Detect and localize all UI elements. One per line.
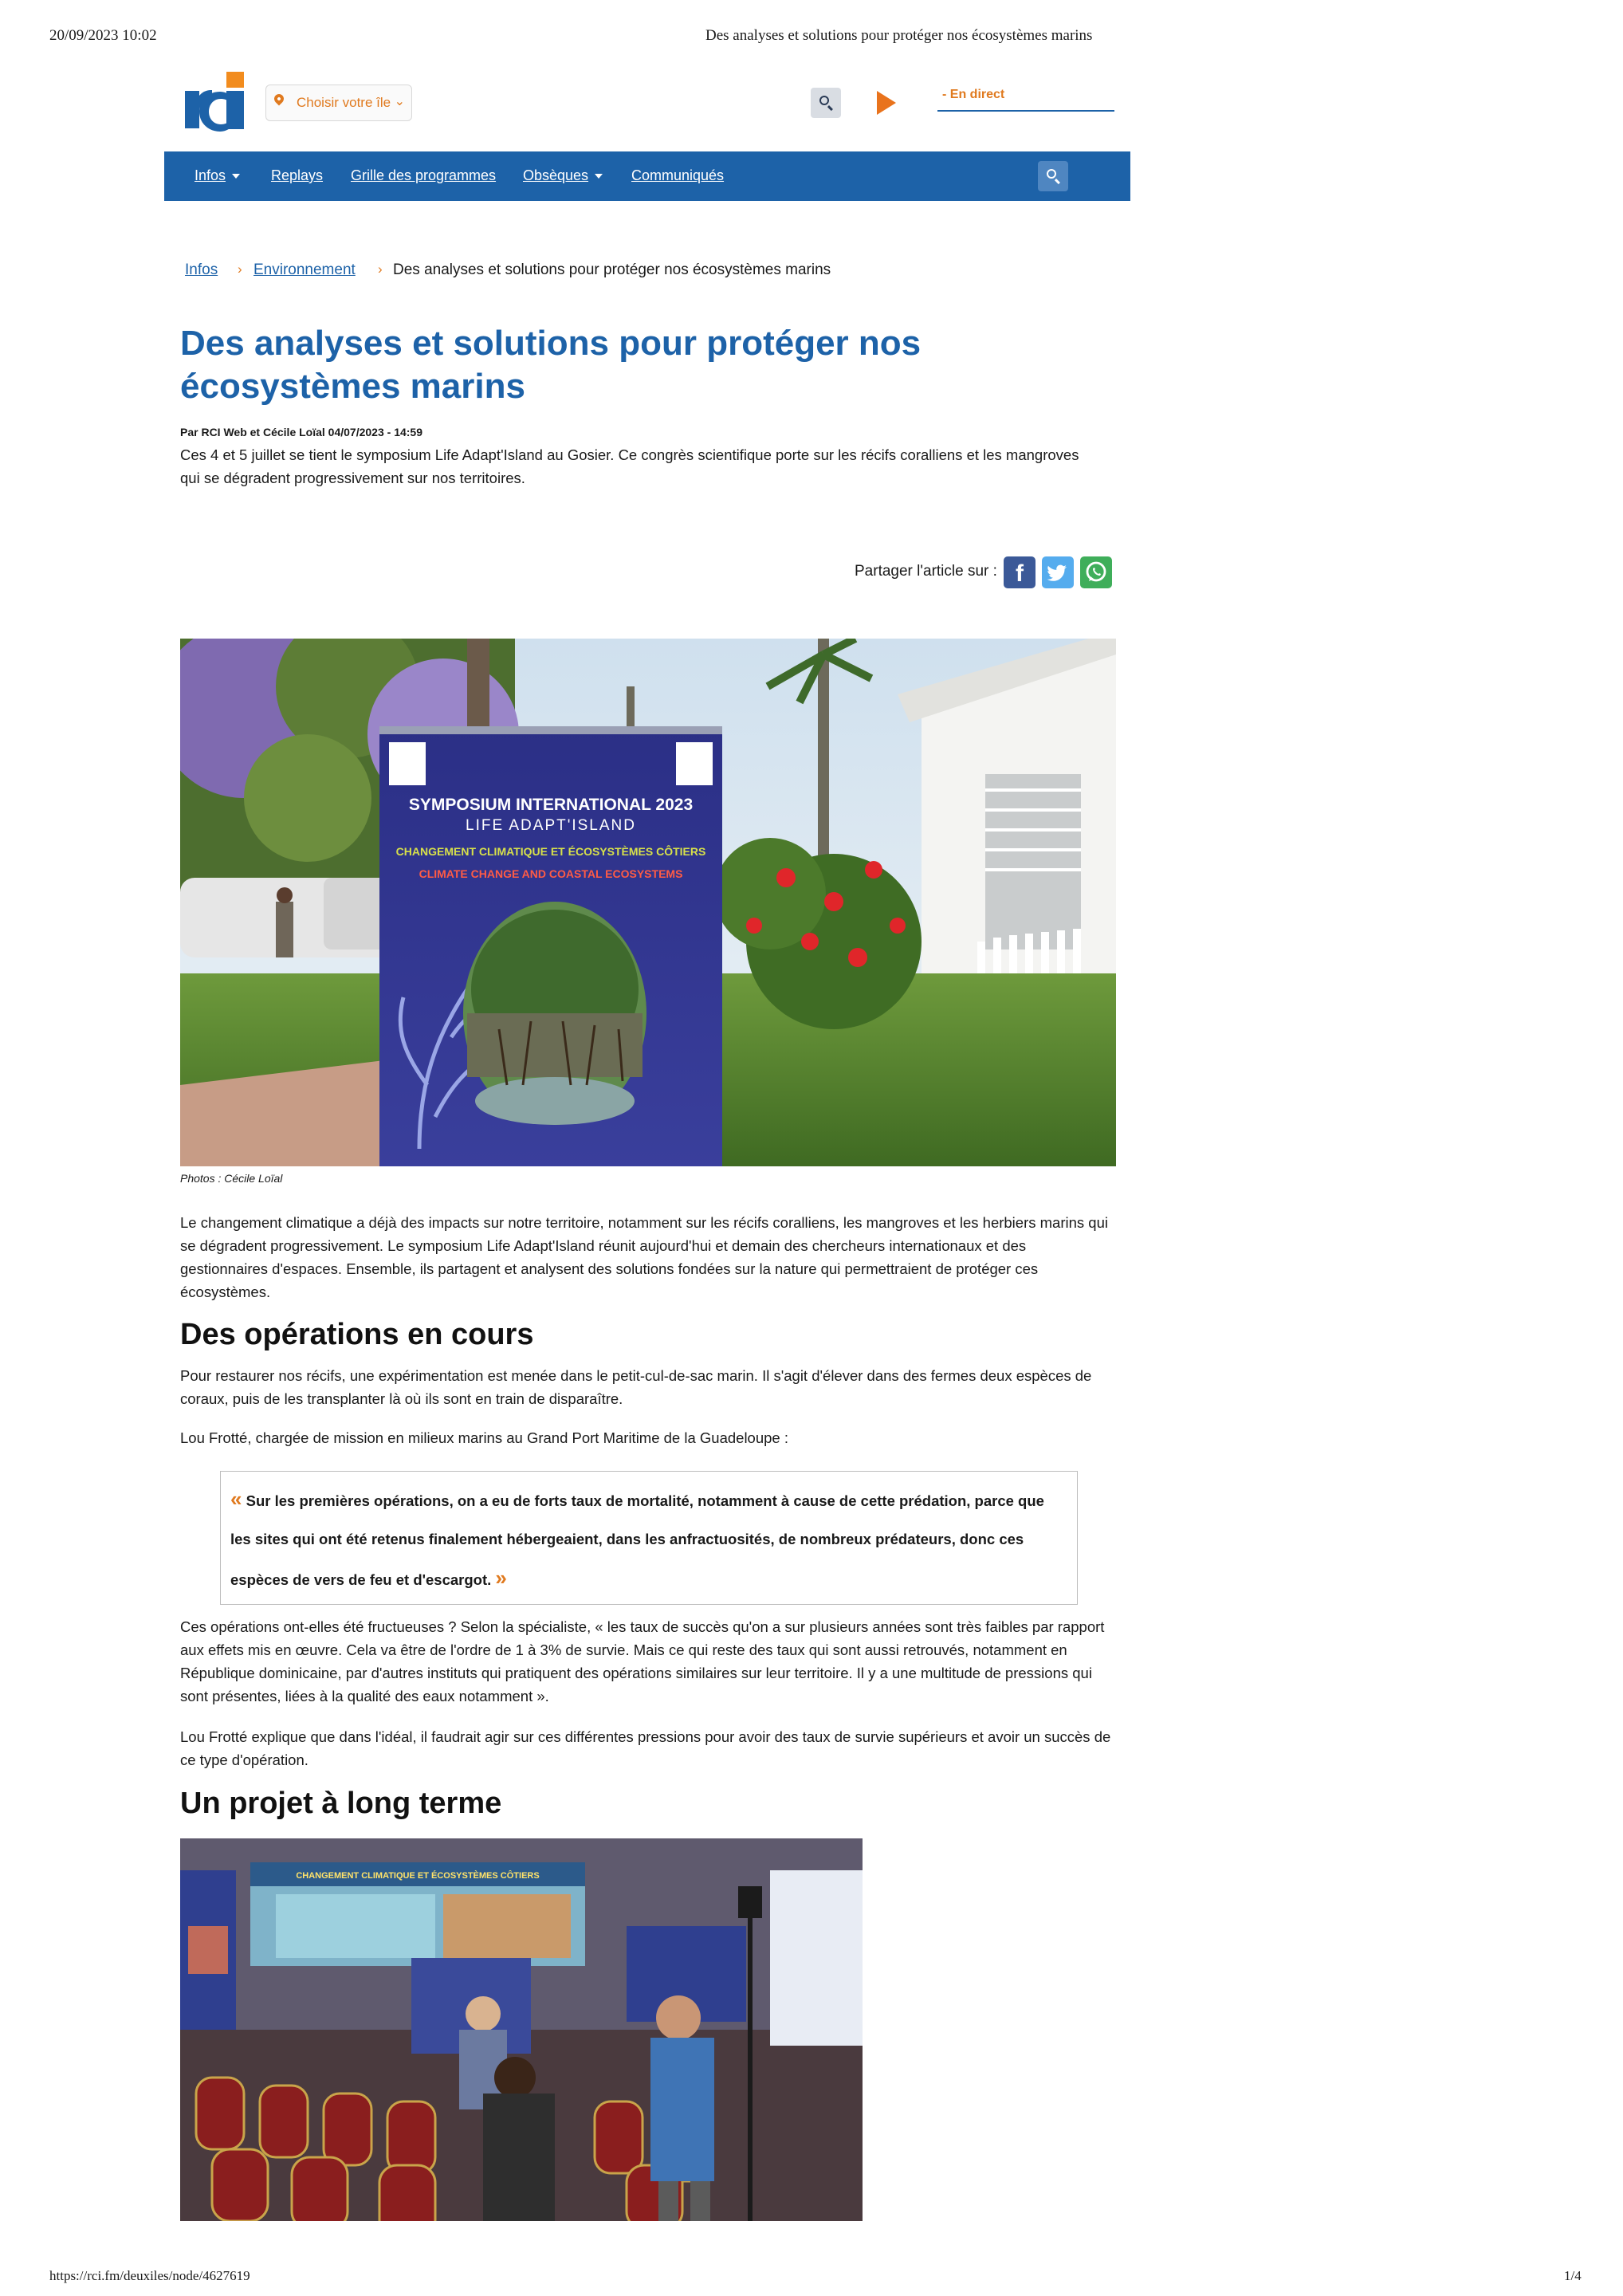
banner-line-3: CHANGEMENT CLIMATIQUE ET ÉCOSYSTÈMES CÔTIERS xyxy=(395,845,706,858)
share-label: Partager l'article sur : xyxy=(855,563,997,580)
header-search-button[interactable] xyxy=(811,88,841,118)
banner-line-2: LIFE ADAPT'ISLAND xyxy=(466,817,636,834)
print-datetime: 20/09/2023 10:02 xyxy=(49,27,157,44)
nav-item-label: Obsèques xyxy=(523,167,589,183)
nav-item-infos[interactable] xyxy=(195,167,240,184)
print-page-number: 1/4 xyxy=(1564,2268,1582,2283)
section-heading-long-term: Un projet à long terme xyxy=(180,1787,502,1820)
hero-photo xyxy=(180,639,1116,1166)
facebook-icon: f xyxy=(1016,560,1024,587)
conference-room-photo xyxy=(180,1838,863,2221)
live-label: - En direct xyxy=(942,88,1005,101)
chevron-down-icon: ⌄ xyxy=(394,95,405,108)
breadcrumb-separator-icon: › xyxy=(378,261,383,277)
article-title: Des analyses et solutions pour protéger nos écosystèmes marins xyxy=(180,324,922,406)
whatsapp-share-button[interactable] xyxy=(1080,556,1112,588)
breadcrumb-infos[interactable]: Infos xyxy=(185,261,218,278)
close-quote-icon: » xyxy=(495,1566,507,1590)
nav-item-communiques[interactable]: Communiqués xyxy=(631,167,725,183)
conference-photo-illustration xyxy=(180,1838,863,2221)
pull-quote-text: Sur les premières opérations, on a eu de forts taux de mortalité, notamment à cause de cette prédation, parce que les sites qui ont été retenus finalement hébergeaient, dans les anfractuosités, de nombreux prédateurs, donc ces espèces de vers de feu et d'escargot. xyxy=(230,1492,1044,1588)
symposium-banner-photo xyxy=(180,639,1116,1166)
article-paragraph-3: Lou Frotté, chargée de mission en milieux marins au Grand Port Maritime de la Guadeloupe : xyxy=(180,1429,788,1446)
whatsapp-icon xyxy=(1080,556,1112,588)
article-paragraph-5: Lou Frotté explique que dans l'idéal, il faudrait agir sur ces différentes pressions pour avoir des taux de survie supérieurs et avoir un succès de ce type d'opération. xyxy=(180,1728,1111,1768)
nav-search-button[interactable] xyxy=(1038,161,1068,191)
article-lede: Ces 4 et 5 juillet se tient le symposium Life Adapt'Island au Gosier. Ce congrès scientifique porte sur les récifs coralliens et les mangroves qui se dégradent progressivement sur nos territoires. xyxy=(180,446,1079,486)
facebook-share-button[interactable] xyxy=(1004,556,1035,588)
nav-item-obseques[interactable] xyxy=(523,167,603,184)
search-icon xyxy=(1047,169,1056,179)
open-quote-icon: « xyxy=(230,1487,242,1511)
nav-item-replays[interactable]: Replays xyxy=(271,167,324,183)
island-select-value: Choisir votre île xyxy=(297,95,391,110)
search-icon xyxy=(819,96,829,105)
print-url: https://rci.fm/deuxiles/node/4627619 xyxy=(49,2268,250,2283)
breadcrumb-environnement[interactable]: Environnement xyxy=(253,261,356,278)
caret-down-icon xyxy=(595,174,603,179)
twitter-share-button[interactable] xyxy=(1042,556,1074,588)
twitter-icon xyxy=(1042,556,1074,588)
article-paragraph-1: Le changement climatique a déjà des impacts sur notre territoire, notamment sur les récifs coralliens, les mangroves et les herbiers marins qui se dégradent progressivement. Le symposium Life Adapt'Island réunit aujourd'hui et demain des chercheurs internationaux et des gestionnaires d'espaces. Ensemble, ils partagent et analysent des solutions fondées sur la nature qui permettraient de protéger ces écosystèmes. xyxy=(180,1214,1108,1300)
island-select[interactable] xyxy=(265,85,412,121)
hero-caption: Photos : Cécile Loïal xyxy=(180,1172,283,1185)
nav-item-label: Infos xyxy=(195,167,226,183)
main-nav xyxy=(164,151,1130,201)
print-document-title: Des analyses et solutions pour protéger nos écosystèmes marins xyxy=(705,27,1093,44)
nav-item-grille[interactable]: Grille des programmes xyxy=(351,167,497,183)
rci-logo[interactable] xyxy=(182,72,247,132)
banner-line-4: CLIMATE CHANGE AND COASTAL ECOSYSTEMS xyxy=(419,867,683,880)
article-paragraph-2: Pour restaurer nos récifs, une expérimentation est menée dans le petit-cul-de-sac marin. Il s'agit d'élever dans des fermes deux espèces de coraux, puis de les transplanter là où ils sont en train de disparaître. xyxy=(180,1367,1092,1407)
location-pin-icon xyxy=(273,92,286,106)
caret-down-icon xyxy=(232,174,240,179)
article-byline: Par RCI Web et Cécile Loïal 04/07/2023 - 14:59 xyxy=(180,426,423,438)
banner-line-1: SYMPOSIUM INTERNATIONAL 2023 xyxy=(408,796,694,814)
play-icon[interactable] xyxy=(877,91,896,115)
article-paragraph-4: Ces opérations ont-elles été fructueuses ? Selon la spécialiste, « les taux de succès qu'on a sur plusieurs années sont très faibles par rapport aux effets mis en œuvre. Cela va être de l'ordre de 1 à 3% de survie. Mais ce qui reste des taux qui sont aussi retrouvés, notamment en République dominicaine, par d'autres instituts qui pratiquent des opérations similaires sur leur territoire. Il y a une multitude de pressions qui sont présentes, liées à la qualité des eaux notamment ». xyxy=(180,1618,1105,1704)
slide-title: CHANGEMENT CLIMATIQUE ET ÉCOSYSTÈMES CÔTIERS xyxy=(296,1871,540,1881)
breadcrumb-separator-icon: › xyxy=(238,261,242,277)
section-heading-operations: Des opérations en cours xyxy=(180,1318,534,1351)
live-radio-link[interactable] xyxy=(937,85,1114,112)
pull-quote xyxy=(220,1471,1078,1605)
breadcrumb-current: Des analyses et solutions pour protéger nos écosystèmes marins xyxy=(393,261,831,278)
